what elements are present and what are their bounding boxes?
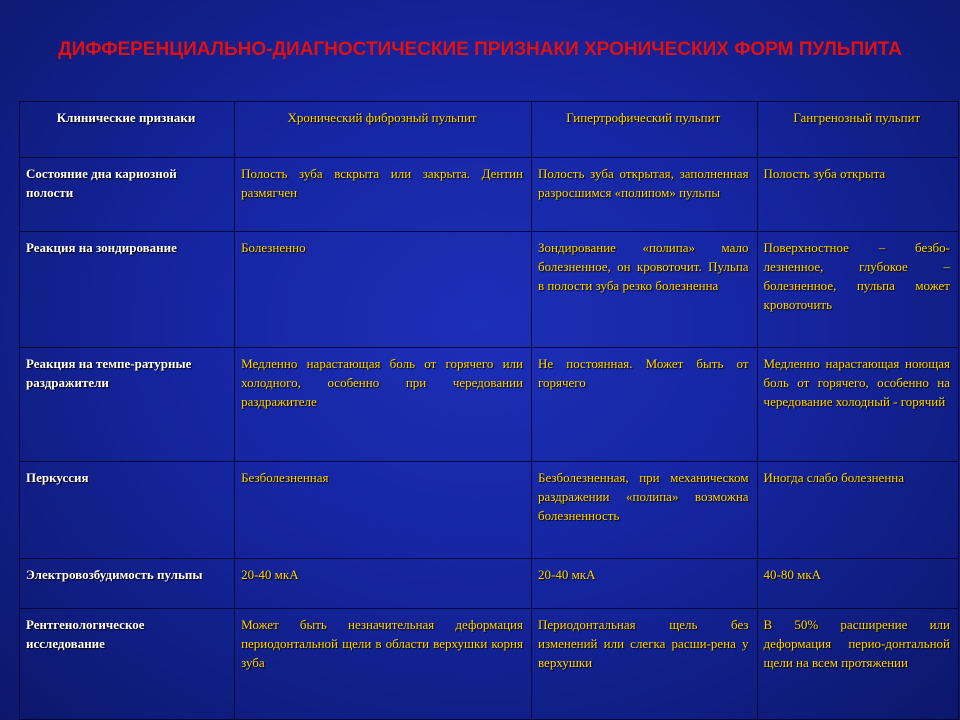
table-cell: Поверхностное – безбо-лезненное, глубокое – болезненное, пульпа может кровоточить xyxy=(757,232,958,348)
table-row xyxy=(20,348,959,462)
table-cell: Болезненно xyxy=(235,232,532,348)
table-cell: Медленно нарастающая ноющая боль от горячего, особенно на чередование холодный - горячий xyxy=(757,348,958,462)
table-cell: Не постоянная. Может быть от горячего xyxy=(531,348,757,462)
row-label: Реакция на зондирование xyxy=(20,232,235,348)
table-cell: Полость зуба вскрыта или закрыта. Дентин размягчен xyxy=(235,158,532,232)
row-label: Состояние дна кариозной полости xyxy=(20,158,235,232)
table-row xyxy=(20,232,959,348)
table-cell: Может быть незначительная деформация периодонтальной щели в области верхушки корня зуба xyxy=(235,609,532,720)
diagnostic-table xyxy=(19,101,959,720)
table-cell: Медленно нарастающая боль от горячего или холодного, особенно при чередовании раздражителе xyxy=(235,348,532,462)
table-cell: Безболезненная xyxy=(235,462,532,559)
page-title: ДИФФЕРЕНЦИАЛЬНО-ДИАГНОСТИЧЕСКИЕ ПРИЗНАКИ ХРОНИЧЕСКИХ ФОРМ ПУЛЬПИТА xyxy=(58,39,902,60)
table-row xyxy=(20,609,959,720)
table-row xyxy=(20,559,959,609)
table-cell: Зондирование «полипа» мало болезненное, он кровоточит. Пульпа в полости зуба резко болезненна xyxy=(531,232,757,348)
table-row xyxy=(20,158,959,232)
table-row xyxy=(20,462,959,559)
header-clinical-signs: Клинические признаки xyxy=(20,102,235,158)
header-hypertrophic: Гипертрофический пульпит xyxy=(531,102,757,158)
table-cell: 40-80 мкА xyxy=(757,559,958,609)
table-cell: Безболезненная, при механическом раздражении «полипа» возможна болезненность xyxy=(531,462,757,559)
row-label: Электровозбудимость пульпы xyxy=(20,559,235,609)
table-cell: Полость зуба открытая, заполненная разросшимся «полипом» пульпы xyxy=(531,158,757,232)
table-cell: В 50% расширение или деформация перио-донтальной щели на всем протяжении xyxy=(757,609,958,720)
header-gangrenous: Гангренозный пульпит xyxy=(757,102,958,158)
table-cell: Иногда слабо болезненна xyxy=(757,462,958,559)
row-label: Перкуссия xyxy=(20,462,235,559)
table-cell: 20-40 мкА xyxy=(531,559,757,609)
table-cell: Периодонтальная щель без изменений или слегка расши-рена у верхушки xyxy=(531,609,757,720)
table-header-row xyxy=(20,102,959,158)
table-cell: 20-40 мкА xyxy=(235,559,532,609)
header-chronic-fibrous: Хронический фиброзный пульпит xyxy=(235,102,532,158)
row-label: Реакция на темпе-ратурные раздражители xyxy=(20,348,235,462)
row-label: Рентгенологическое исследование xyxy=(20,609,235,720)
table-cell: Полость зуба открыта xyxy=(757,158,958,232)
